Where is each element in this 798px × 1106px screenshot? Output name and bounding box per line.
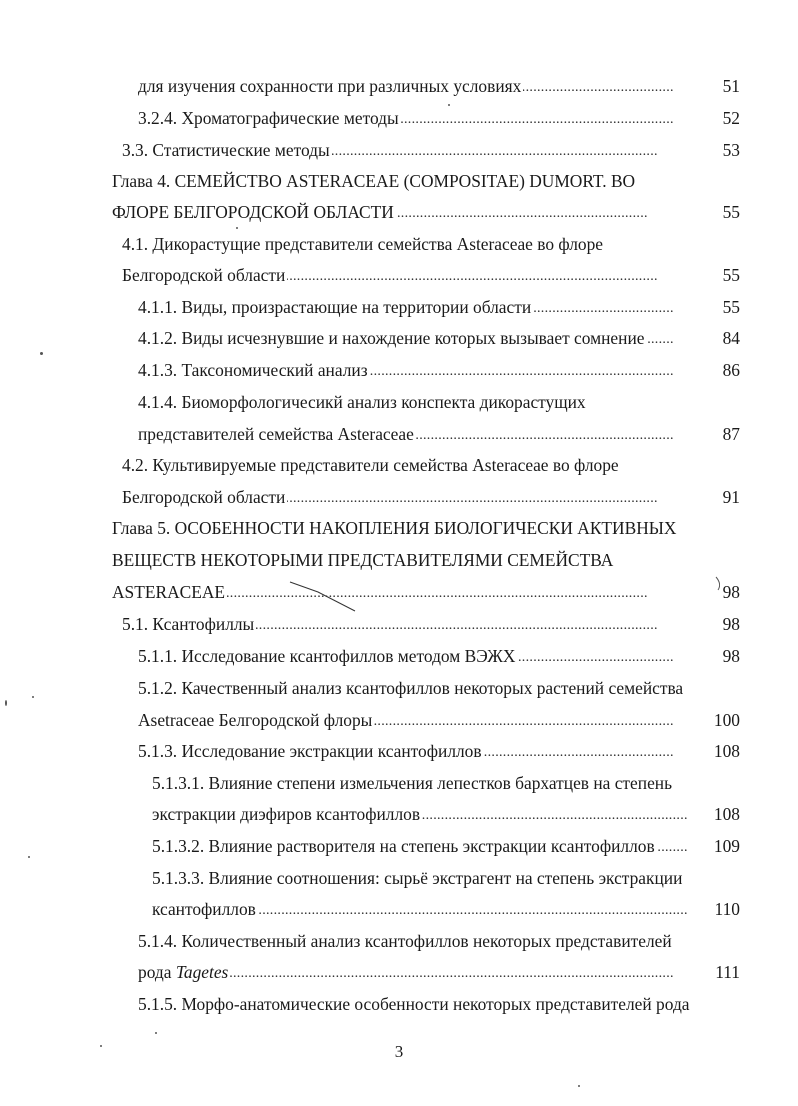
- toc-entry-title: . . . 4.1.1. Виды, произрастающие на территории области: [138, 297, 532, 317]
- toc-entry-page: 110: [712, 899, 740, 919]
- section-heading: 4.2. Культивируемые представители семейства Asteraceae во флоре: [122, 455, 619, 475]
- toc-entry-title: . . . 5.1.3.2. Влияние растворителя на степень экстракции ксантофиллов: [152, 836, 655, 856]
- scan-speck: [448, 104, 450, 106]
- toc-entry-title: . . . 5.1. Ксантофиллы: [122, 614, 255, 634]
- toc-entry-page: 109: [711, 836, 740, 856]
- toc-heading-line: [152, 773, 740, 793]
- toc-entry-title: . . . 5.1.1. Исследование ксантофиллов методом ВЭЖХ: [138, 646, 516, 666]
- toc-entry-page: 53: [720, 140, 740, 160]
- chapter-heading: Глава 5. ОСОБЕННОСТИ НАКОПЛЕНИЯ БИОЛОГИЧЕСКИ АКТИВНЫХ: [112, 518, 677, 538]
- subsection-heading: 5.1.2. Качественный анализ ксантофиллов некоторых растений семейства: [138, 678, 684, 698]
- subsection-heading: 5.1.4. Количественный анализ ксантофиллов некоторых представителей: [138, 931, 672, 951]
- toc-entry-title: . . . Asetraceae Белгородской флоры: [138, 710, 373, 730]
- toc-entry-page: 51: [720, 76, 740, 96]
- toc-heading-line: [138, 931, 740, 951]
- toc-entry-page: 86: [720, 360, 740, 380]
- toc-entry-title: . . . 5.1.3. Исследование экстракции ксантофиллов: [138, 741, 482, 761]
- toc-entry-title: . . . ФЛОРЕ БЕЛГОРОДСКОЙ ОБЛАСТИ: [112, 202, 394, 222]
- toc-entry-title: . . . Белгородской области: [122, 265, 286, 285]
- toc-entry-page: 91: [720, 487, 740, 507]
- toc-heading-line: [112, 518, 740, 538]
- subsection-heading: 5.1.5. Морфо-анатомические особенности некоторых представителей рода: [138, 994, 690, 1014]
- toc-entry-page: 84: [720, 328, 740, 348]
- toc-heading-line: [138, 678, 740, 698]
- scan-speck: [236, 227, 238, 229]
- toc-entry-title: . . . для изучения сохранности при различных условиях: [138, 76, 522, 96]
- toc-entry-page: 108: [711, 804, 740, 824]
- genus-name: Tagetes: [175, 962, 229, 982]
- toc-entry-title: . . . 4.1.2. Виды исчезнувшие и нахождение которых вызывает сомнение: [138, 328, 645, 348]
- scan-speck: [5, 700, 7, 706]
- toc-entry-page: 87: [720, 424, 740, 444]
- scan-speck: [578, 1085, 580, 1087]
- scan-speck: [40, 352, 43, 355]
- toc-entry-title: . . . ксантофиллов: [152, 899, 256, 919]
- scan-speck: [28, 856, 30, 858]
- toc-entry: [152, 836, 740, 856]
- page-number: 3: [394, 1042, 404, 1061]
- chapter-heading: ВЕЩЕСТВ НЕКОТОРЫМИ ПРЕДСТАВИТЕЛЯМИ СЕМЕЙСТВА: [112, 550, 614, 570]
- scan-speck: [155, 1032, 157, 1034]
- subsubsection-heading: 5.1.3.3. Влияние соотношения: сырьё экстрагент на степень экстракции: [152, 868, 683, 888]
- section-heading: 4.1. Дикорастущие представители семейства Asteraceae во флоре: [122, 234, 604, 254]
- chapter-heading: Глава 4. СЕМЕЙСТВО ASTERACEAE (COMPOSITAE) DUMORT. ВО: [112, 171, 636, 191]
- toc-entry-title: . . . Белгородской области: [122, 487, 286, 507]
- toc-entry-title: . . . ASTERACEAE: [112, 582, 226, 602]
- toc-entry-page: 55: [720, 297, 740, 317]
- toc-entry-page: 55: [720, 265, 740, 285]
- toc-entry-title: . . . 4.1.3. Таксономический анализ: [138, 360, 368, 380]
- toc-entry-page: 55: [720, 202, 740, 222]
- toc-entry-page: 100: [711, 710, 740, 730]
- toc-entry-page: 98: [720, 646, 740, 666]
- subsection-heading: 4.1.4. Биоморфологичесикй анализ конспекта дикорастущих: [138, 392, 586, 412]
- toc-entry-title: . . . рода Tagetes: [138, 962, 229, 982]
- toc-entry-page: 98: [720, 614, 740, 634]
- toc-entry-title: . . . экстракции диэфиров ксантофиллов: [152, 804, 421, 824]
- toc-heading-line: [138, 994, 740, 1014]
- scan-speck: [100, 1045, 102, 1047]
- toc-entry-title: . . . 3.2.4. Хроматографические методы: [138, 108, 399, 128]
- scan-speck: [32, 696, 34, 698]
- toc-entry-page: 98: [720, 582, 740, 602]
- toc-entry-page: 52: [720, 108, 740, 128]
- toc-entry-title: . . . представителей семейства Asteraceae: [138, 424, 414, 444]
- toc-entry-page: 108: [711, 741, 740, 761]
- toc-entry-page: 111: [712, 962, 740, 982]
- toc-heading-line: [152, 868, 740, 888]
- subsubsection-heading: 5.1.3.1. Влияние степени измельчения лепестков бархатцев на степень: [152, 773, 673, 793]
- toc-entry-title: . . . 3.3. Статистические методы: [122, 140, 330, 160]
